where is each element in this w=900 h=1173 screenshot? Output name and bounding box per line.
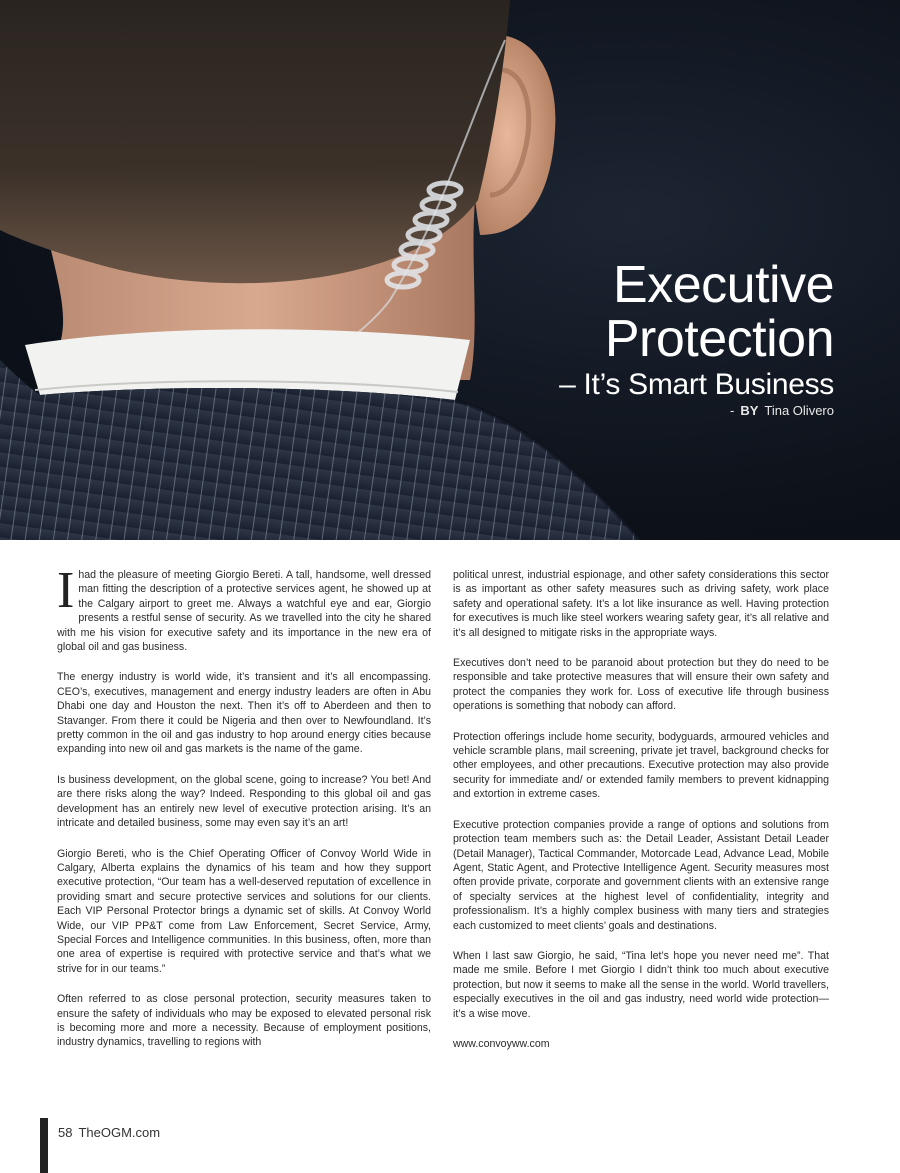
folio-bar: [40, 1118, 48, 1173]
left-column: [57, 562, 431, 1066]
footer-site: TheOGM.com: [78, 1125, 161, 1140]
website-link[interactable]: www.convoyww.com: [453, 1037, 550, 1050]
paragraph: The energy industry is world wide, it’s transient and it’s all encompassing. CEO’s, executives, management and energy industry leaders are often in Abu Dhabi one day and Houston the next. Then it’s off to Aberdeen and then to Stavanger. From there it could be Nigeria and then over to Newfoundland. It’s pretty common in the oil and gas industry to hop around energy cities because expanding into new oil and gas markets is the name of the game.: [57, 671, 431, 756]
paragraph: political unrest, industrial espionage, and other safety considerations this sector is as important as other safety measures such as driving safety, work place safety and operational safety. It’s a lot like insurance as well. Having protection for executives is much like steel workers wearing safety gear, it’s all relative and it’s all designed to mitigate risks in the appropriate ways.: [453, 569, 829, 639]
byline-dash: -: [729, 403, 735, 418]
byline-author: Tina Olivero: [764, 403, 834, 418]
byline: [730, 403, 834, 418]
paragraph: Often referred to as close personal protection, security measures taken to ensure the safety of individuals who may be exposed to elevated personal risk is becoming more and more a necessity. Because of employment positions, industry dynamics, travelling to regions with: [57, 993, 431, 1049]
title-line-2: Protection: [604, 310, 834, 368]
paragraph: Is business development, on the global scene, going to increase? You bet! And are there risks along the way? Indeed. Responding to this global oil and gas development has an entirely new level of executive protection arising. It’s an intricate and detailed business, some may even say it’s an art!: [57, 773, 431, 830]
hero-photo: [0, 0, 900, 540]
article-title: [559, 258, 834, 402]
page-footer: [58, 1125, 160, 1140]
right-column: [453, 568, 829, 1067]
article-subtitle: – It’s Smart Business: [559, 368, 834, 401]
paragraph: Executives don’t need to be paranoid about protection but they do need to be responsible and take protective measures that will ensure their own safety and protect the companies they work for. Loss of executive life through business operations is something that nobody can afford.: [453, 657, 829, 713]
paragraph: Giorgio Bereti, who is the Chief Operating Officer of Convoy World Wide in Calgary, Alberta explains the dynamics of his team and how they support executive protection, “Our team has a well-deserved reputation of excellence in providing smart and secure protective services and solutions for our clients. Each VIP Personal Protector brings a dynamic set of skills. At Convoy World Wide, our VIP PP&T come from Law Enforcement, Secret Service, Army, Special Forces and Intelligence communities. In this business, often, more than one area of expertise is required with protective service and that’s what we strive for in our teams.”: [57, 847, 431, 975]
byline-by: BY: [740, 403, 759, 418]
title-line-1: Executive: [613, 256, 834, 314]
drop-cap: I: [57, 562, 75, 619]
paragraph: When I last saw Giorgio, he said, “Tina let’s hope you never need me”. That made me smile. Before I met Giorgio I didn’t think too much about executive protection, but now it seems to make all the sense in the world. World travellers, especially executives in the oil and gas industry, need world wide protection—it’s a wise move.: [453, 949, 829, 1020]
paragraph: Protection offerings include home security, bodyguards, armoured vehicles and vehicle scramble plans, mail screening, private jet travel, background checks for other employees, and other precautions. Executive protection may also provide security for immediate and/ or extended family members to prevent kidnapping and extortion in extreme cases.: [453, 730, 829, 801]
paragraph-intro: [57, 562, 431, 654]
paragraph-text: had the pleasure of meeting Giorgio Bereti. A tall, handsome, well dressed man fitting the description of a protective services agent, he showed up at the Calgary airport to greet me. Always a watchful eye and ear, Giorgio presents a restful sense of security. As we travelled into the city he shared with me his vision for executive safety and its importance in the new era of global oil and gas business.: [57, 569, 431, 654]
paragraph: Executive protection companies provide a range of options and solutions from protection team members such as: the Detail Leader, Assistant Detail Leader (Detail Manager), Tactical Commander, Motorcade Lead, Advance Lead, Mobile Agent, Static Agent, and Protective Intelligence Agent. Security measures most often provide private, corporate and government clients with an extensive range of specialty services at the highest level of confidentiality, integrity and professionalism. It’s a highly complex business with many tiers and strategies each customized to meet clients’ goals and destinations.: [453, 818, 829, 932]
page-number: 58: [58, 1125, 73, 1140]
